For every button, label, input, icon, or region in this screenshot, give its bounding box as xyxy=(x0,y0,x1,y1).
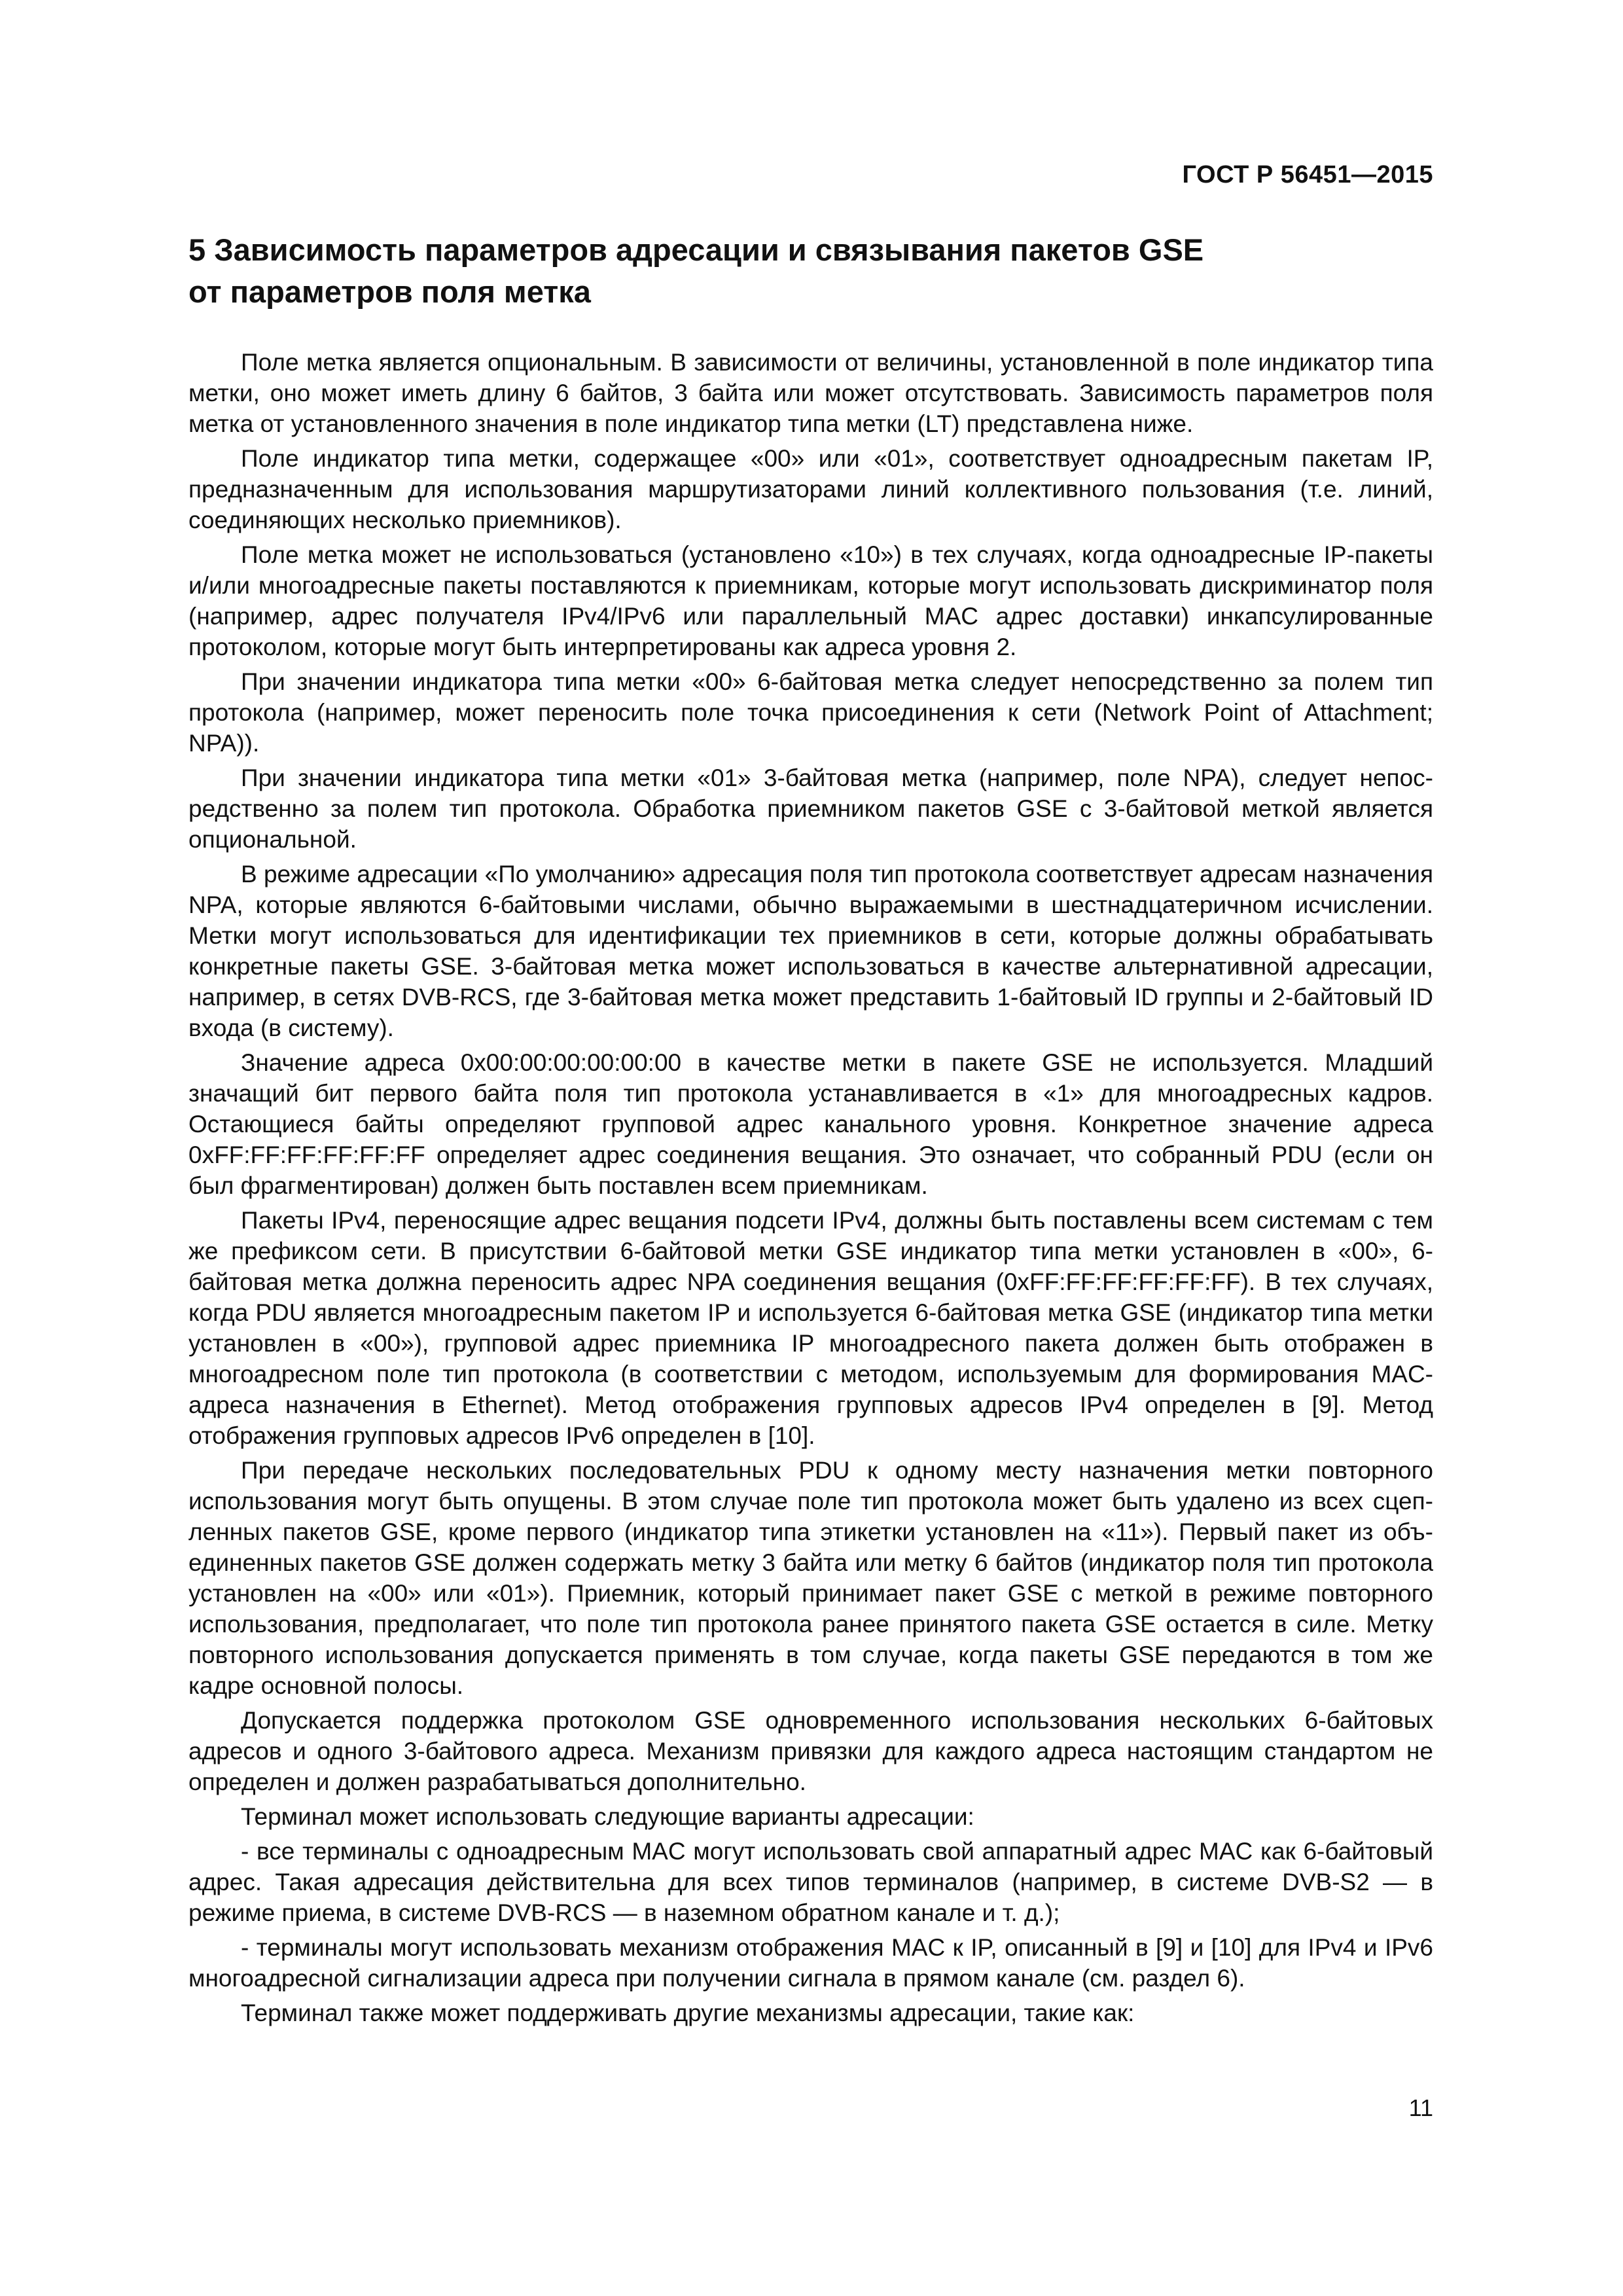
paragraph: При передаче нескольких последовательных PDU к одному месту назначения метки повторного использования могут быть опущены. В этом случае поле тип протокола может быть удалено из всех сцепленных пакетов GSE, кроме первого (индикатор типа этикетки установлен на «11»). Первый пакет из объединенных пакетов GSE должен содержать метку 3 байта или метку 6 байтов (индикатор поля тип протокола установлен на «00» или «01»). Приемник, который принимает пакет GSE с меткой в режиме повторного использования, предполагает, что поле тип протокола ранее принятого пакета GSE остается в силе. Метку повторного использования допускается применять в том случае, когда пакеты GSE передаются в том же кадре основной полосы. xyxy=(188,1457,1433,1699)
paragraph: Поле метка может не использоваться (установлено «10») в тех случаях, когда одноадресные IP-пакеты и/или многоадресные пакеты поставляются к приемникам, которые могут использовать дискриминатор поля (например, адрес получателя IPv4/IPv6 или параллельный MAC адрес доставки) инкапсулированные протоколом, которые могут быть интерпретированы как адреса уровня 2. xyxy=(188,541,1433,660)
body-text xyxy=(188,347,1433,2032)
section-title-line-2: от параметров поля метка xyxy=(188,274,591,309)
paragraph: При значении индикатора типа метки «01» 3-байтовая метка (например, поле NPA), следует непосредственно за полем тип протокола. Обработка приемником пакетов GSE с 3-байтовой меткой является опциональной. xyxy=(188,764,1433,853)
paragraph: Поле индикатор типа метки, содержащее «00» или «01», соответствует одноадресным пакетам IP, предназначенным для использования маршрутизаторами линий коллективного пользования (т.е. линий, соединяющих несколько приемников). xyxy=(188,445,1433,533)
paragraph: Пакеты IPv4, переносящие адрес вещания подсети IPv4, должны быть поставлены всем системам с тем же префиксом сети. В присутствии 6-байтовой метки GSE индикатор типа метки установлен в «00», 6-байтовая метка должна переносить адрес NPA соединения вещания (0xFF:FF:FF:FF:FF:FF). В тех случаях, когда PDU является многоадресным пакетом IP и используется 6-байтовая метка GSE (индикатор типа метки установлен в «00»), групповой адрес приемника IP многоадресного пакета должен быть отображен в многоадресном поле тип протокола (в соответствии с методом, используемым для формирования MAC-адреса назначения в Ethernet). Метод отображения групповых адресов IPv4 определен в [9]. Метод отображения групповых адресов IPv6 определен в [10]. xyxy=(188,1207,1433,1449)
paragraph: Поле метка является опциональным. В зависимости от величины, установленной в поле индикатор типа метки, оно может иметь длину 6 байтов, 3 байта или может отсутствовать. Зависимость параметров поля метка от установленного значения в поле индикатор типа метки (LT) представлена ниже. xyxy=(188,349,1433,437)
paragraph: Допускается поддержка протоколом GSE одновременного использования нескольких 6-байтовых адресов и одного 3-байтового адреса. Механизм привязки для каждого адреса настоящим стандартом не определен и должен разрабатываться дополнительно. xyxy=(188,1707,1433,1795)
list-item: - все терминалы с одноадресным MAC могут использовать свой аппаратный адрес MAC как 6-байтовый адрес. Такая адресация действительна для всех типов терминалов (например, в системе DVB-S2 — в режиме приема, в системе DVB-RCS — в наземном обратном канале и т. д.); xyxy=(188,1838,1433,1926)
paragraph: В режиме адресации «По умолчанию» адресация поля тип протокола соответствует адресам назначения NPA, которые являются 6-байтовыми числами, обычно выражаемыми в шестнадцатеричном исчислении. Метки могут использоваться для идентификации тех приемников в сети, которые должны обрабатывать конкретные пакеты GSE. 3-байтовая метка может использоваться в качестве альтернативной адресации, например, в сетях DVB-RCS, где 3-байтовая метка может представить 1-байтовый ID группы и 2-байтовый ID входа (в систему). xyxy=(188,861,1433,1041)
list-item: - терминалы могут использовать механизм отображения MAC к IP, описанный в [9] и [10] для IPv4 и IPv6 многоадресной сигнализации адреса при получении сигнала в прямом канале (см. раздел 6). xyxy=(188,1934,1433,1992)
paragraph: Терминал может использовать следующие варианты адресации: xyxy=(241,1803,974,1830)
page-number: 11 xyxy=(1408,2094,1433,2121)
standard-id-header: ГОСТ Р 56451—2015 xyxy=(1182,161,1433,188)
section-title-line-1: 5 Зависимость параметров адресации и связывания пакетов GSE xyxy=(188,232,1204,267)
paragraph: Значение адреса 0x00:00:00:00:00:00 в качестве метки в пакете GSE не используется. Младший значащий бит первого байта поля тип протокола устанавливается в «1» для многоадресных кадров. Остающиеся байты определяют групповой адрес канального уровня. Конкретное значение адреса 0xFF:FF:FF:FF:FF:FF определяет адрес соединения вещания. Это означает, что собранный PDU (если он был фрагментирован) должен быть поставлен всем приемникам. xyxy=(188,1049,1433,1199)
paragraph: Терминал также может поддерживать другие механизмы адресации, такие как: xyxy=(241,2000,1135,2026)
section-title xyxy=(188,229,1445,313)
paragraph: При значении индикатора типа метки «00» 6-байтовая метка следует непосредственно за полем тип протокола (например, может переносить поле точка присоединения к сети (Network Point of Attachment; NPA)). xyxy=(188,668,1433,757)
